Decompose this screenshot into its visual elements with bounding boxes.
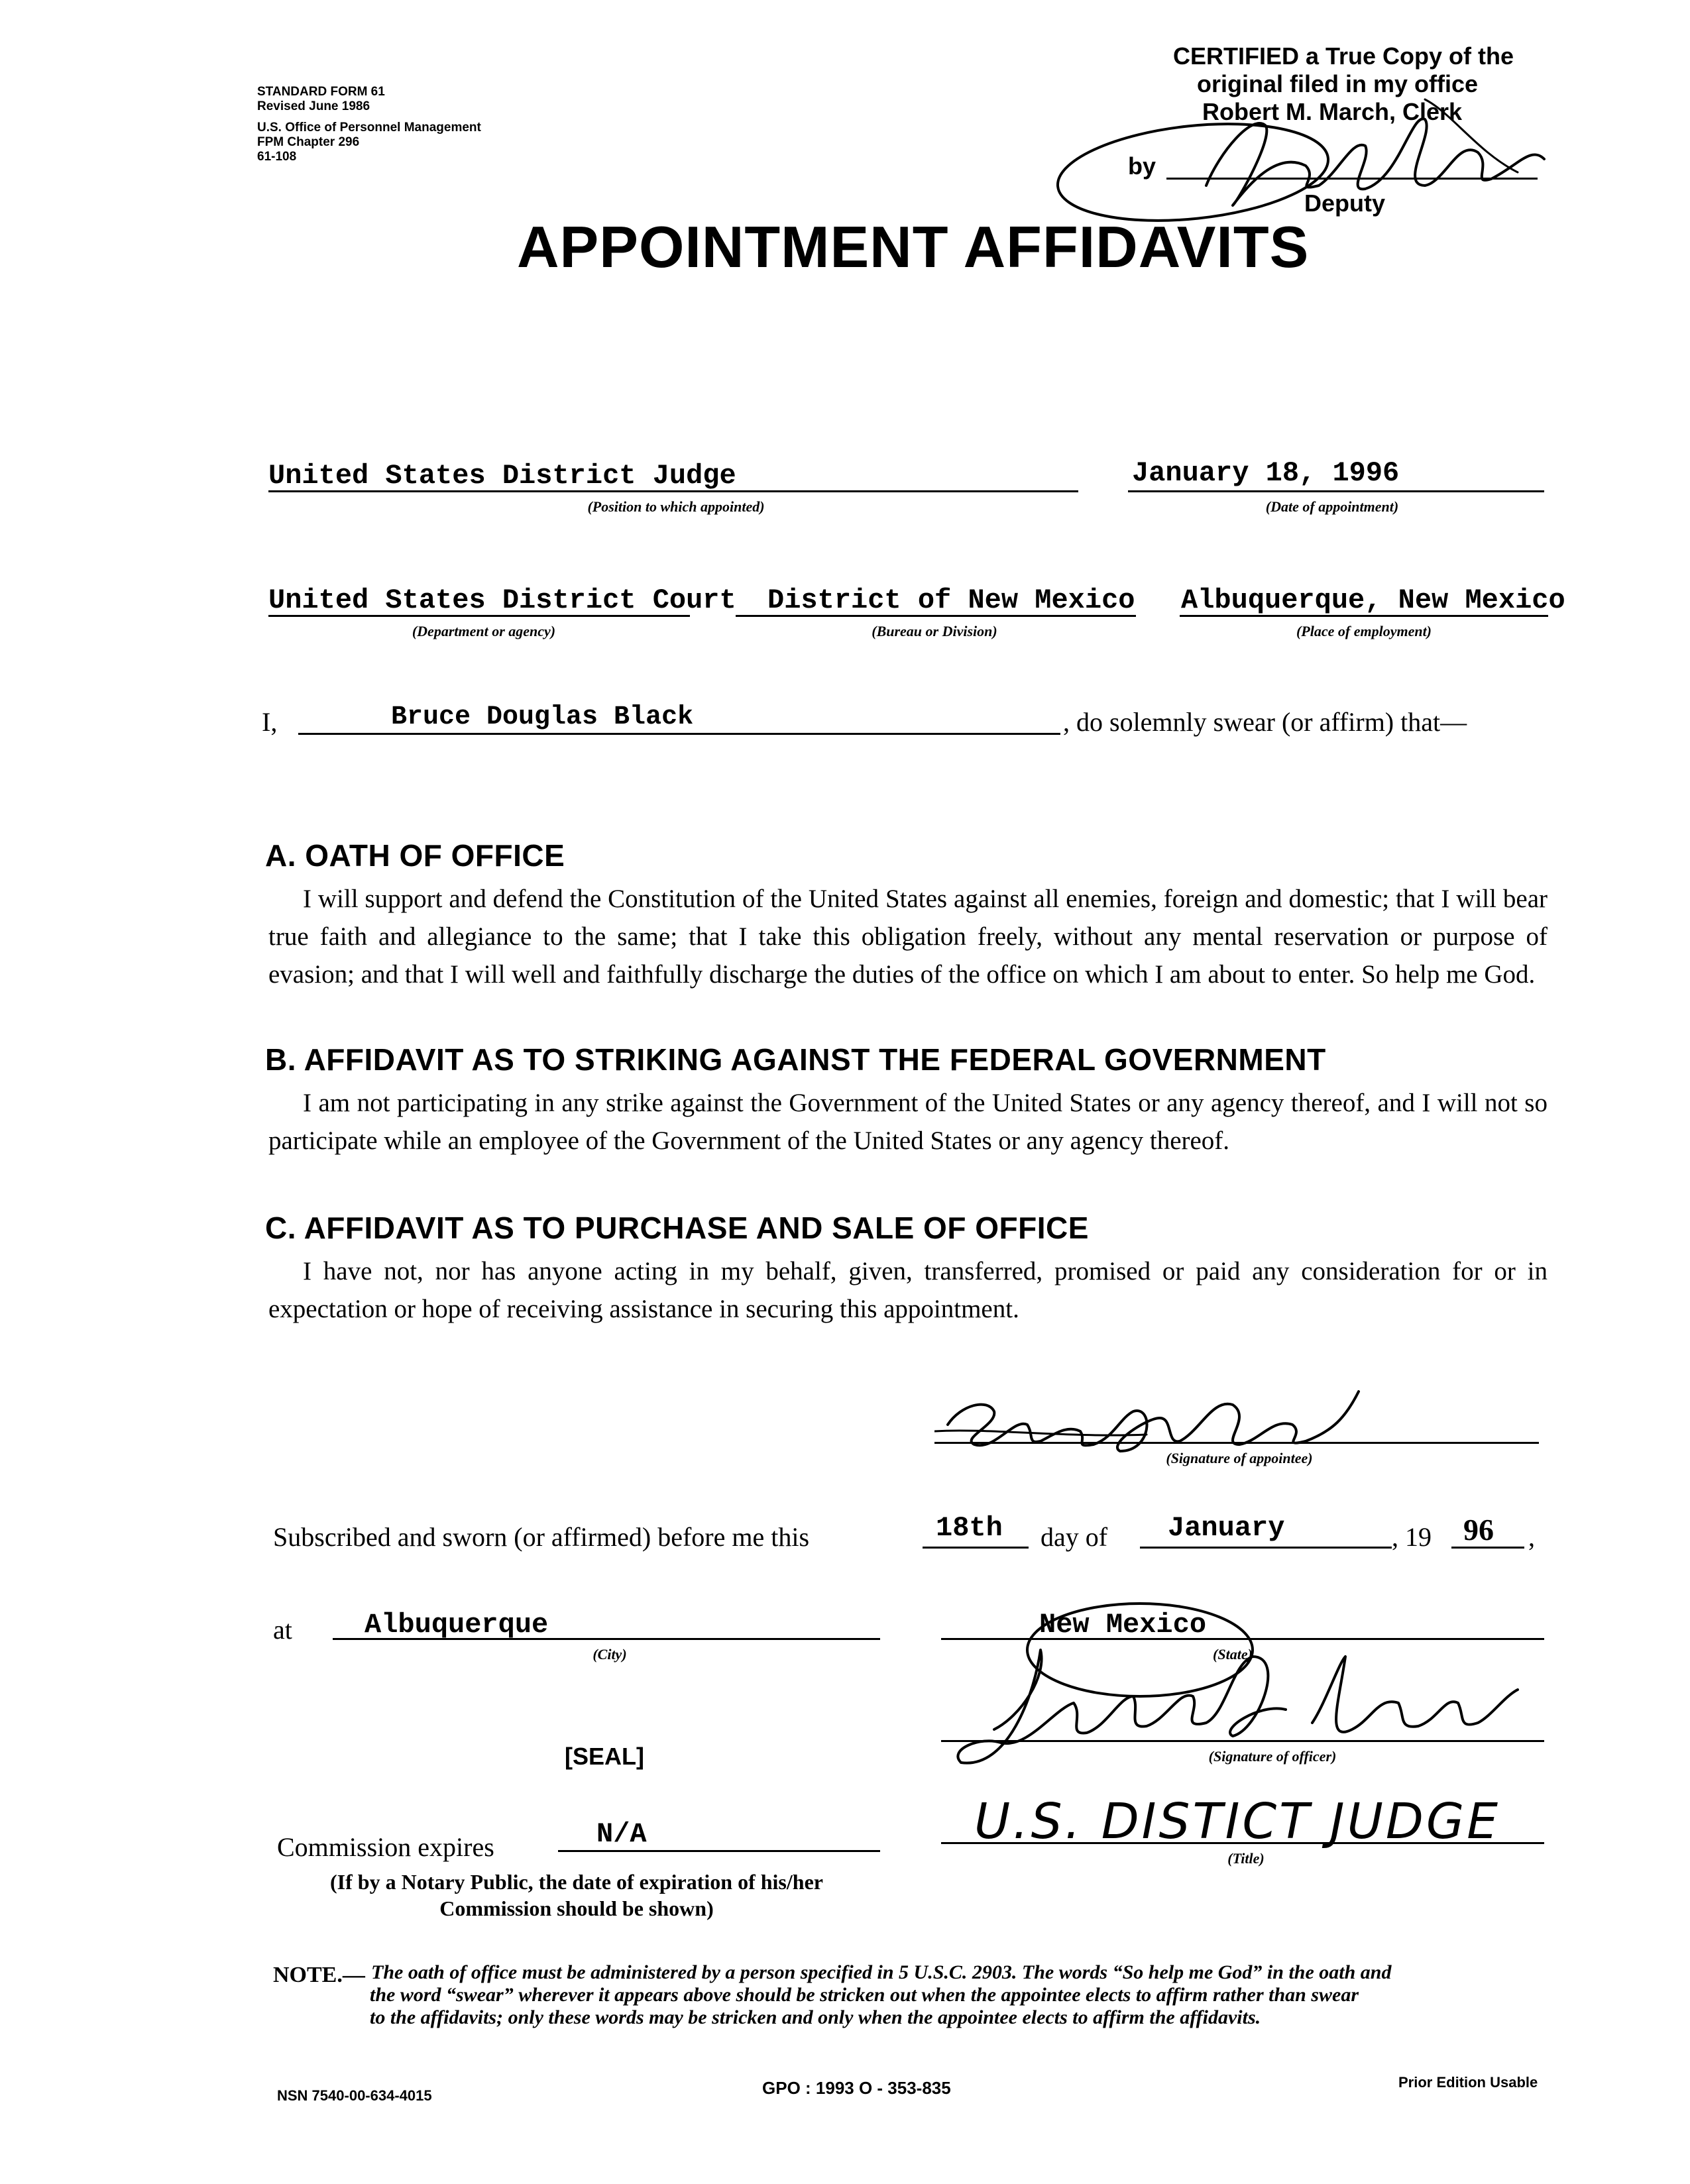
city-value: Albuquerque [365,1609,549,1641]
form-chapter: FPM Chapter 296 [257,135,360,149]
commission-note-line-1: (If by a Notary Public, the date of expiration of his/her [330,1870,823,1894]
swear-statement: , do solemnly swear (or affirm) that— [1063,707,1467,737]
date-of-appointment-value: January 18, 1996 [1132,457,1400,489]
officer-signature [941,1597,1538,1796]
strike-affidavit-text: I am not participating in any strike against the Government of the United States or any agency thereof, and I will not so participate while an employee of the Government of the United States or any agency thereof. [268,1089,1548,1155]
seal-placeholder: [SEAL] [565,1743,644,1770]
form-number: STANDARD FORM 61 [257,85,385,99]
sworn-comma: , [1528,1522,1535,1552]
commission-line [558,1850,880,1852]
form-code: 61-108 [257,150,297,164]
department-caption: (Department or agency) [412,623,556,639]
name-prefix: I, [262,707,278,737]
place-line [1180,615,1548,617]
name-line [298,733,1060,735]
sworn-day: 18th [936,1512,1003,1544]
state-value: New Mexico [1039,1609,1207,1641]
sworn-day-line [923,1547,1029,1549]
place-value: Albuquerque, New Mexico [1181,584,1565,616]
commission-note-line-2: Commission should be shown) [439,1896,714,1920]
appointee-signature-caption: (Signature of appointee) [1166,1450,1313,1466]
department-line [268,615,690,617]
section-a-heading: A. OATH OF OFFICE [265,838,565,873]
department-value: United States District Court [268,584,736,616]
note-line-2: the word “swear” wherever it appears above should be stricken out when the appointee elects to affirm rather than swear [370,1984,1359,2006]
purchase-affidavit-text: I have not, nor has anyone acting in my behalf, given, transferred, promised or paid any consideration for or in expectation or hope of receiving assistance in securing this appointment. [268,1257,1548,1323]
footer-nsn: NSN 7540-00-634-4015 [277,2087,432,2104]
date-of-appointment-caption: (Date of appointment) [1265,498,1399,515]
officer-title-value: U.S. DISTICT JUDGE [974,1793,1500,1850]
certification-line-2: original filed in my office [1197,70,1479,97]
certification-by-label: by [1128,152,1156,180]
commission-note [305,1869,848,1922]
section-a-text [268,880,1548,993]
note-line-1: The oath of office must be administered by a person specified in 5 U.S.C. 2903. The words “So help me God” in the oath and [371,1961,1392,1983]
note-label: NOTE.— [273,1963,365,1987]
place-caption: (Place of employment) [1296,623,1432,639]
appointee-name: Bruce Douglas Black [391,702,694,732]
officer-signature-line [941,1740,1544,1742]
officer-title-caption: (Title) [1227,1850,1265,1867]
certification-line-1: CERTIFIED a True Copy of the [1173,42,1514,70]
sworn-year-line [1451,1547,1524,1549]
page-title: APPOINTMENT AFFIDAVITS [517,214,1310,280]
bureau-caption: (Bureau or Division) [872,623,997,639]
sworn-month: January [1168,1512,1285,1544]
sworn-prefix: Subscribed and sworn (or affirmed) before me this [273,1522,810,1552]
sworn-day-of: day of [1041,1522,1108,1552]
position-value: United States District Judge [268,460,736,492]
footer-prior-edition: Prior Edition Usable [1398,2074,1538,2091]
bureau-line [736,615,1136,617]
position-caption: (Position to which appointed) [587,498,765,515]
footer-gpo: GPO : 1993 O - 353-835 [762,2078,951,2098]
state-caption: (State) [1213,1646,1253,1663]
city-caption: (City) [592,1646,627,1663]
section-c-text [268,1252,1548,1328]
section-b-text [268,1084,1548,1160]
oath-text: I will support and defend the Constitution of the United States against all enemies, foreign and domestic; that I will bear true faith and allegiance to the same; that I take this obligation freely, without any mental reservation or purpose of evasion; and that I will well and faithfully discharge the duties of the office on which I am about to enter. So help me God. [268,885,1548,989]
commission-value: N/A [596,1818,647,1850]
position-line [268,490,1078,492]
form-identification [257,85,481,164]
sworn-year-prefix: , 19 [1392,1522,1432,1552]
sworn-month-line [1140,1547,1392,1549]
date-of-appointment-line [1128,490,1544,492]
sworn-year: 96 [1463,1513,1494,1547]
commission-label: Commission expires [277,1832,494,1862]
section-c-heading: C. AFFIDAVIT AS TO PURCHASE AND SALE OF OFFICE [265,1211,1089,1245]
certification-deputy-label: Deputy [1304,190,1386,217]
appointee-signature-line [934,1442,1539,1444]
officer-title-line [941,1842,1544,1844]
city-line [333,1638,880,1640]
note-text [371,1961,1557,2029]
note-line-3: to the affidavits; only these words may be stricken and only when the appointee elects to affirm the affidavits. [370,2006,1261,2028]
bureau-value: District of New Mexico [767,584,1135,616]
form-revision: Revised June 1986 [257,99,370,113]
form-agency: U.S. Office of Personnel Management [257,121,481,135]
officer-signature-caption: (Signature of officer) [1208,1748,1337,1765]
section-b-heading: B. AFFIDAVIT AS TO STRIKING AGAINST THE FEDERAL GOVERNMENT [265,1042,1326,1077]
certification-line-3: Robert M. March, Clerk [1202,98,1463,125]
at-label: at [273,1615,292,1645]
